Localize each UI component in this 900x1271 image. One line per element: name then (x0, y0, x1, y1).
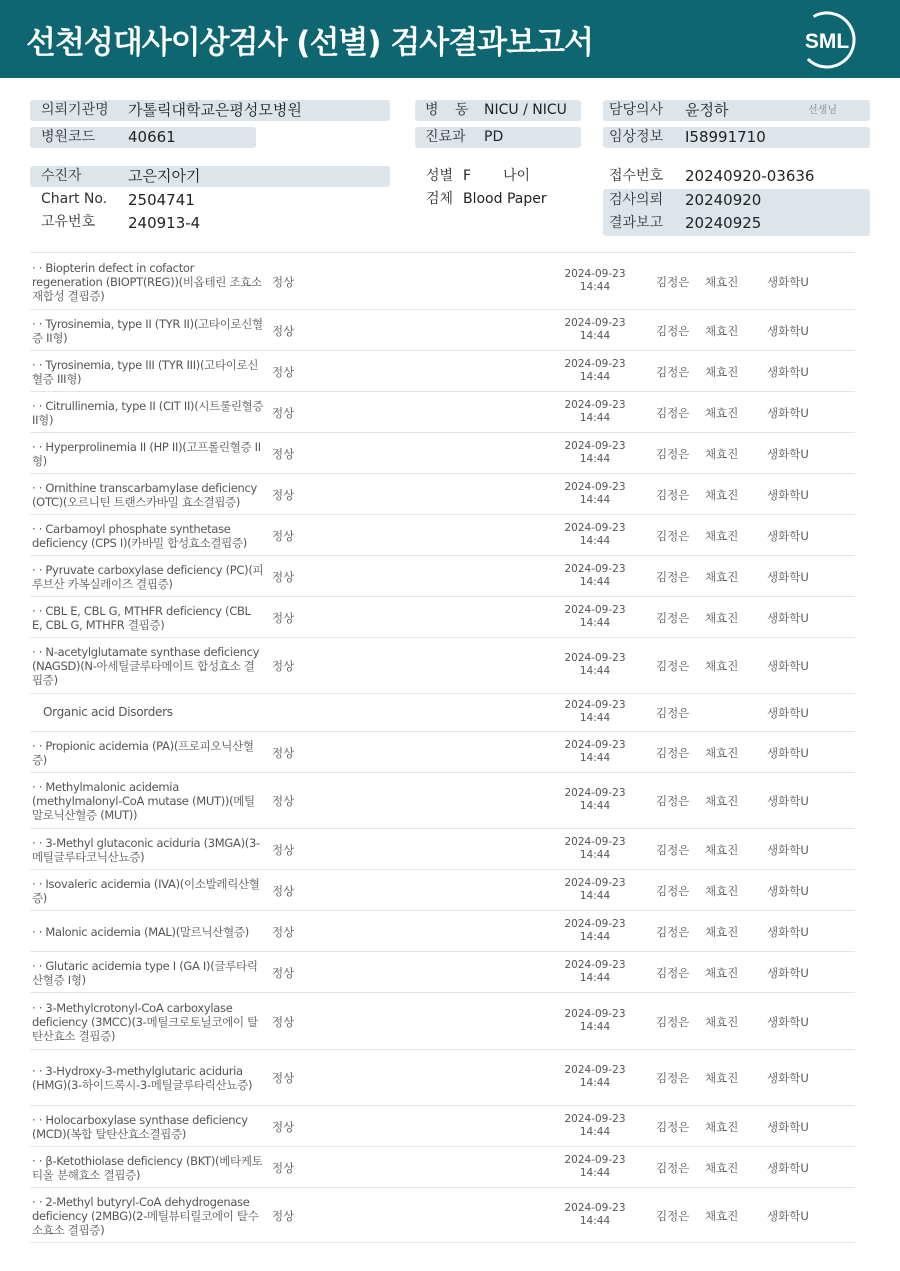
test-time: 14:44 (579, 493, 611, 506)
test-name: · · Ornithine transcarbamylase deficiency (OTC)(오르니틴 트랜스카바밀 효소결핍증) (32, 481, 258, 509)
logo-text: SML (804, 30, 850, 53)
test-date: 2024-09-23 (564, 699, 626, 711)
test-date: 2024-09-23 (564, 1064, 626, 1076)
test-date: 2024-09-23 (564, 357, 626, 370)
test-time: 14:44 (579, 1215, 611, 1227)
test-result: 정상 (272, 1014, 295, 1029)
sex-value: F (463, 168, 472, 184)
test-collector: 채효진 (705, 842, 739, 857)
test-datetime (550, 836, 640, 862)
test-doctor: 김정은 (656, 1160, 690, 1175)
patient-box (30, 166, 390, 187)
test-date: 2024-09-23 (564, 958, 626, 971)
test-department: 생화학U (767, 1119, 809, 1134)
test-collector: 채효진 (705, 965, 739, 980)
test-date: 2024-09-23 (564, 316, 626, 329)
specimen-label: 검체 (426, 191, 454, 207)
test-time: 14:44 (579, 1077, 611, 1089)
test-result: 정상 (272, 528, 295, 543)
test-result: 정상 (272, 659, 295, 673)
test-result: 정상 (272, 965, 295, 980)
test-time: 14:44 (579, 370, 611, 383)
test-collector: 채효진 (705, 1160, 739, 1175)
unique-value: 240913-4 (128, 214, 201, 232)
test-name: · · β-Ketothiolase deficiency (BKT)(베타케토티올 분해효소 결핍증) (32, 1154, 263, 1182)
test-date: 2024-09-23 (564, 439, 626, 452)
test-date: 2024-09-23 (564, 603, 626, 616)
test-datetime (550, 918, 640, 944)
test-name: · · 3-Methylcrotonyl-CoA carboxylase deficiency (3MCC)(3-메틸크로토닐코에이 탈탄산효소 결핍증) (32, 1001, 258, 1043)
test-name: · · Isovaleric acidemia (IVA)(이소발레릭산혈증) (32, 877, 260, 905)
test-name: · · Tyrosinemia, type III (TYR III)(고타이로신혈증 III형) (32, 358, 259, 386)
test-doctor: 김정은 (656, 924, 690, 939)
table-row (30, 693, 855, 731)
test-department: 생화학U (767, 883, 809, 898)
test-datetime (550, 1064, 640, 1090)
test-result: 정상 (272, 446, 295, 461)
test-name: · · Biopterin defect in cofactor regeneration (BIOPT(REG))(비옵테린 조효소 재합성 결핍증) (32, 261, 262, 303)
table-row (30, 731, 855, 772)
test-department: 생화학U (767, 364, 809, 379)
test-results-table (30, 252, 855, 1243)
test-date: 2024-09-23 (564, 267, 626, 280)
dept-value: PD (484, 129, 504, 145)
test-time: 14:44 (579, 751, 611, 764)
test-collector: 채효진 (705, 364, 739, 379)
test-result: 정상 (272, 364, 295, 379)
test-department: 생화학U (767, 323, 809, 338)
test-collector: 채효진 (705, 528, 739, 543)
test-department: 생화학U (767, 610, 809, 625)
test-department: 생화학U (767, 842, 809, 857)
test-date: 2024-09-23 (564, 480, 626, 493)
test-datetime (550, 481, 640, 507)
test-name: · · Citrullinemia, type II (CIT II)(시트룰린혈증 II형) (32, 399, 264, 427)
doctor-label: 담당의사 (609, 102, 664, 118)
test-doctor: 김정은 (656, 842, 690, 857)
test-datetime (550, 317, 640, 343)
test-time: 14:44 (579, 616, 611, 629)
test-department: 생화학U (767, 659, 809, 673)
test-collector: 채효진 (705, 1209, 739, 1223)
test-department: 생화학U (767, 1071, 809, 1085)
test-department: 생화학U (767, 446, 809, 461)
test-name: · · CBL E, CBL G, MTHFR deficiency (CBL E, CBL G, MTHFR 결핍증) (32, 604, 251, 632)
table-row (30, 514, 855, 555)
ward-value: NICU / NICU (484, 102, 567, 118)
patient-value: 고은지아기 (128, 167, 201, 185)
test-result: 정상 (272, 323, 295, 338)
test-result: 정상 (272, 924, 295, 939)
clinical-value: I58991710 (685, 128, 766, 146)
test-department: 생화학U (767, 924, 809, 939)
receipt-value: 20240920-03636 (685, 167, 815, 185)
test-date: 2024-09-23 (564, 1153, 626, 1166)
age-label: 나이 (503, 168, 531, 184)
test-time: 14:44 (579, 930, 611, 943)
test-datetime (550, 959, 640, 985)
test-department: 생화학U (767, 1160, 809, 1175)
sex-label: 성별 (426, 168, 454, 184)
test-collector: 채효진 (705, 405, 739, 420)
table-row (30, 596, 855, 637)
test-name: · · Propionic acidemia (PA)(프로피오닉산혈증) (32, 739, 254, 767)
table-row (30, 252, 855, 309)
test-datetime (550, 1008, 640, 1034)
institution-value: 가톨릭대학교은평성모병원 (128, 101, 302, 119)
test-date: 2024-09-23 (564, 1202, 626, 1214)
table-row (30, 951, 855, 992)
test-time: 14:44 (579, 280, 611, 293)
test-datetime (550, 1113, 640, 1139)
test-time: 14:44 (579, 712, 611, 724)
test-datetime (550, 604, 640, 630)
test-date: 2024-09-23 (564, 876, 626, 889)
test-date: 2024-09-23 (564, 917, 626, 930)
test-department: 생화학U (767, 528, 809, 543)
test-doctor: 김정은 (656, 446, 690, 461)
test-datetime (550, 358, 640, 384)
test-department: 생화학U (767, 405, 809, 420)
chart-value: 2504741 (128, 191, 195, 209)
patient-label: 수진자 (41, 168, 82, 184)
dept-label: 진료과 (425, 129, 466, 145)
test-datetime (550, 1202, 640, 1228)
test-datetime (550, 268, 640, 294)
test-doctor: 김정은 (656, 745, 690, 760)
table-row (30, 910, 855, 951)
report-title: 선천성대사이상검사 (선별) 검사결과보고서 (26, 25, 593, 61)
test-doctor: 김정은 (656, 659, 690, 673)
test-collector: 채효진 (705, 1119, 739, 1134)
receipt-label: 접수번호 (609, 168, 664, 184)
test-doctor: 김정은 (656, 1209, 690, 1223)
report-value: 20240925 (685, 214, 762, 232)
test-department: 생화학U (767, 794, 809, 808)
test-name: · · N-acetylglutamate synthase deficiency (NAGSD)(N-아세틸글루타메이트 합성효소 결핍증) (32, 645, 260, 687)
test-result: 정상 (272, 1160, 295, 1175)
test-doctor: 김정은 (656, 569, 690, 584)
request-label: 검사의뢰 (609, 192, 664, 208)
test-doctor: 김정은 (656, 274, 690, 289)
test-result: 정상 (272, 794, 295, 808)
test-collector: 채효진 (705, 1014, 739, 1029)
chart-label: Chart No. (41, 191, 108, 207)
test-date: 2024-09-23 (564, 738, 626, 751)
test-collector: 채효진 (705, 659, 739, 673)
test-result: 정상 (272, 842, 295, 857)
test-date: 2024-09-23 (564, 1112, 626, 1125)
test-time: 14:44 (579, 329, 611, 342)
test-date: 2024-09-23 (564, 652, 626, 664)
test-time: 14:44 (579, 800, 611, 812)
test-time: 14:44 (579, 452, 611, 465)
hospital-code-label: 병원코드 (41, 129, 96, 145)
test-result: 정상 (272, 1209, 295, 1223)
test-result: 정상 (272, 745, 295, 760)
test-datetime (550, 652, 640, 678)
table-row (30, 432, 855, 473)
test-name: · · 3-Hydroxy-3-methylglutaric aciduria (HMG)(3-하이드록시-3-메틸글루타릭산뇨증) (32, 1064, 253, 1092)
test-datetime (550, 440, 640, 466)
test-name: · · Hyperprolinemia II (HP II)(고프롤린혈증 II형) (32, 440, 261, 468)
test-name: · · Malonic acidemia (MAL)(말르닉산혈증) (32, 925, 249, 939)
doctor-value: 윤정하 (685, 101, 729, 119)
test-collector: 채효진 (705, 446, 739, 461)
test-doctor: 김정은 (656, 528, 690, 543)
test-name: · · Holocarboxylase synthase deficiency (MCD)(복합 탈탄산효소결핍증) (32, 1113, 248, 1141)
test-name: · · 3-Methyl glutaconic aciduria (3MGA)(3-메틸글루타코닉산뇨증) (32, 836, 260, 864)
test-time: 14:44 (579, 1125, 611, 1138)
test-date: 2024-09-23 (564, 521, 626, 534)
test-collector: 채효진 (705, 610, 739, 625)
test-date: 2024-09-23 (564, 562, 626, 575)
test-datetime (550, 1154, 640, 1180)
institution-label: 의뢰기관명 (41, 102, 109, 118)
test-doctor: 김정은 (656, 323, 690, 338)
test-collector: 채효진 (705, 487, 739, 502)
test-time: 14:44 (579, 575, 611, 588)
test-collector: 채효진 (705, 1071, 739, 1085)
test-result: 정상 (272, 610, 295, 625)
test-name: · · Tyrosinemia, type II (TYR II)(고타이로신혈증 II형) (32, 317, 263, 345)
sml-logo (796, 9, 858, 71)
test-collector: 채효진 (705, 883, 739, 898)
doctor-suffix: 선생님 (808, 105, 837, 116)
test-department: 생화학U (767, 965, 809, 980)
test-collector: 채효진 (705, 794, 739, 808)
test-doctor: 김정은 (656, 487, 690, 502)
table-row (30, 869, 855, 910)
test-name: · · Carbamoyl phosphate synthetase deficiency (CPS I)(카바밀 합성효소결핍증) (32, 522, 247, 550)
test-date: 2024-09-23 (564, 835, 626, 848)
table-row (30, 391, 855, 432)
table-row (30, 1146, 855, 1187)
test-result: 정상 (272, 487, 295, 502)
test-result: 정상 (272, 405, 295, 420)
test-datetime (550, 563, 640, 589)
test-collector: 채효진 (705, 323, 739, 338)
ward-label: 병 동 (425, 102, 475, 118)
test-department: 생화학U (767, 569, 809, 584)
test-department: 생화학U (767, 487, 809, 502)
test-department: 생화학U (767, 706, 809, 720)
table-row (30, 772, 855, 828)
test-result: 정상 (272, 1071, 295, 1085)
test-result: 정상 (272, 569, 295, 584)
test-doctor: 김정은 (656, 405, 690, 420)
test-name: · · 2-Methyl butyryl-CoA dehydrogenase deficiency (2MBG)(2-메틸뷰티릴코에이 탈수소효소 결핍증) (32, 1195, 259, 1237)
test-date: 2024-09-23 (564, 398, 626, 411)
test-collector: 채효진 (705, 274, 739, 289)
test-datetime (550, 787, 640, 813)
test-doctor: 김정은 (656, 706, 690, 720)
test-time: 14:44 (579, 411, 611, 424)
test-name: · · Glutaric acidemia type I (GA I)(글루타릭산혈증 I형) (32, 959, 258, 987)
test-date: 2024-09-23 (564, 1007, 626, 1020)
table-row (30, 555, 855, 596)
test-datetime (550, 399, 640, 425)
test-name: · · Pyruvate carboxylase deficiency (PC)(피루브산 카복실레이즈 결핍증) (32, 563, 264, 591)
table-row (30, 828, 855, 869)
clinical-label: 임상정보 (609, 129, 664, 145)
test-time: 14:44 (579, 665, 611, 677)
test-collector: 채효진 (705, 924, 739, 939)
test-datetime (550, 699, 640, 725)
table-row (30, 992, 855, 1049)
test-result: 정상 (272, 1119, 295, 1134)
test-department: 생화학U (767, 1209, 809, 1223)
table-row (30, 1105, 855, 1146)
test-result: 정상 (272, 274, 295, 289)
test-doctor: 김정은 (656, 1119, 690, 1134)
test-doctor: 김정은 (656, 610, 690, 625)
test-time: 14:44 (579, 889, 611, 902)
test-doctor: 김정은 (656, 794, 690, 808)
test-name: Organic acid Disorders (43, 705, 173, 719)
test-department: 생화학U (767, 745, 809, 760)
table-row (30, 637, 855, 693)
test-department: 생화학U (767, 1014, 809, 1029)
table-row (30, 473, 855, 514)
test-doctor: 김정은 (656, 965, 690, 980)
test-doctor: 김정은 (656, 1014, 690, 1029)
test-time: 14:44 (579, 971, 611, 984)
test-collector: 채효진 (705, 569, 739, 584)
test-doctor: 김정은 (656, 364, 690, 379)
table-row (30, 350, 855, 391)
test-name: · · Methylmalonic acidemia (methylmalonyl-CoA mutase (MUT))(메틸말로닉산혈증 (MUT)) (32, 780, 255, 822)
hospital-code-value: 40661 (128, 128, 176, 146)
test-time: 14:44 (579, 848, 611, 861)
test-doctor: 김정은 (656, 883, 690, 898)
table-row (30, 309, 855, 350)
test-time: 14:44 (579, 534, 611, 547)
test-datetime (550, 739, 640, 765)
test-time: 14:44 (579, 1166, 611, 1179)
test-date: 2024-09-23 (564, 787, 626, 799)
test-collector: 채효진 (705, 745, 739, 760)
request-value: 20240920 (685, 191, 762, 209)
table-row (30, 1049, 855, 1105)
test-time: 14:44 (579, 1020, 611, 1033)
test-result: 정상 (272, 883, 295, 898)
test-datetime (550, 522, 640, 548)
unique-label: 고유번호 (41, 214, 96, 230)
test-datetime (550, 877, 640, 903)
specimen-value: Blood Paper (463, 191, 547, 207)
test-department: 생화학U (767, 274, 809, 289)
table-row (30, 1187, 855, 1243)
report-header (0, 0, 900, 78)
test-doctor: 김정은 (656, 1071, 690, 1085)
report-label: 결과보고 (609, 215, 664, 231)
